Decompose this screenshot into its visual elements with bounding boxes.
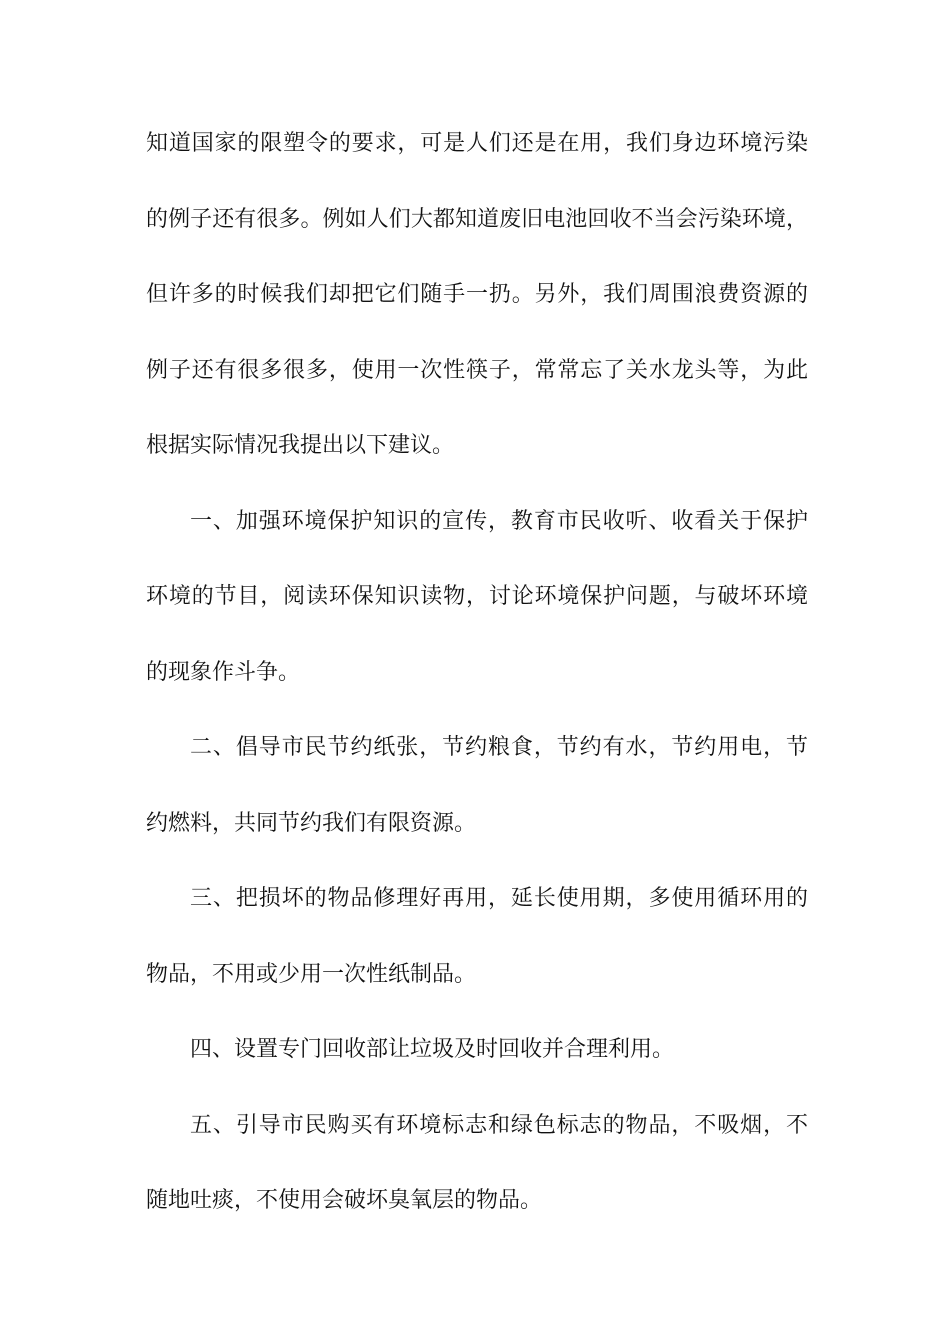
suggestion-2 [146,734,808,885]
text-line: 约燃料，共同节约我们有限资源。 [146,810,477,836]
suggestion-5 [146,1112,808,1263]
text-line: 根据实际情况我提出以下建议。 [146,433,455,458]
intro-paragraph [146,130,808,508]
text-line: 的现象作斗争。 [146,659,301,685]
text-line: 随地吐痰，不使用会破坏臭氧层的物品。 [146,1188,543,1213]
text-line: 例子还有很多很多，使用一次性筷子，常常忘了关水龙头等，为此 [146,357,808,383]
text-line: 三、把损坏的物品修理好再用，延长使用期，多使用循环用的 [190,886,808,911]
text-line: 二、倡导市民节约纸张，节约粮食，节约有水，节约用电，节 [190,735,808,760]
text-line: 物品，不用或少用一次性纸制品。 [146,961,477,987]
suggestion-3 [146,885,808,1036]
document-body [146,130,808,1263]
text-line: 的例子还有很多。例如人们大都知道废旧电池回收不当会污染环境， [146,206,808,232]
text-line: 环境的节目，阅读环保知识读物，讨论环境保护问题，与破坏环境 [146,584,808,609]
text-line: 知道国家的限塑令的要求，可是人们还是在用，我们身边环境污染 [146,131,808,156]
text-line: 四、设置专门回收部让垃圾及时回收并合理利用。 [190,1037,675,1062]
text-line: 五、引导市民购买有环境标志和绿色标志的物品，不吸烟，不 [190,1112,808,1138]
suggestion-4 [146,1036,808,1112]
text-line: 一、加强环境保护知识的宣传，教育市民收听、收看关于保护 [190,508,808,534]
text-line: 但许多的时候我们却把它们随手一扔。另外，我们周围浪费资源的 [146,282,808,307]
suggestion-1 [146,508,808,735]
